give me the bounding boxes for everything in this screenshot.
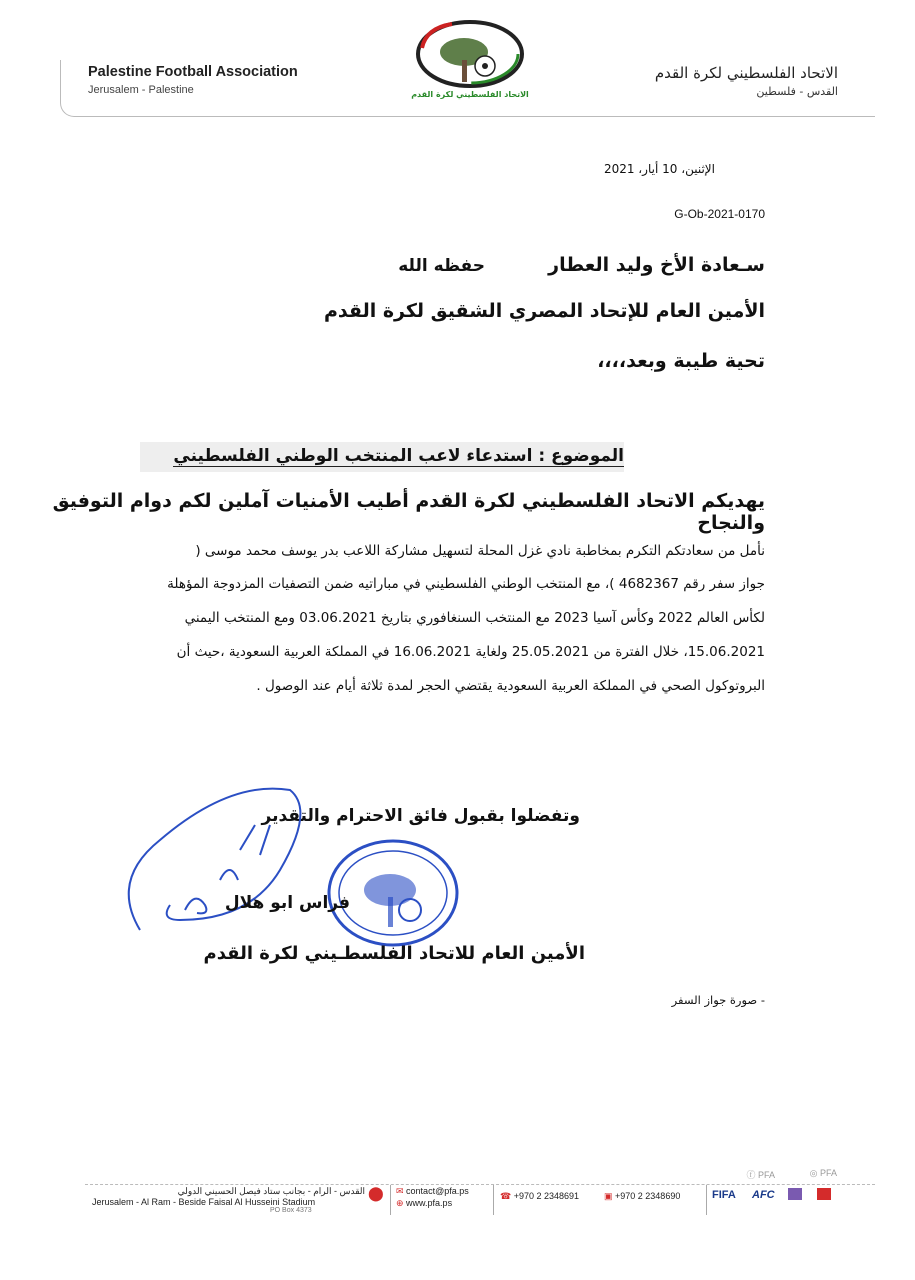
po-box: PO Box 4373 [270, 1207, 312, 1213]
phone-number: ☎ +970 2 2348691 [500, 1191, 580, 1201]
address-english: Jerusalem - Al Ram - Beside Faisal Al Husseini Stadium [92, 1197, 316, 1207]
afc-logo: AFC [752, 1189, 775, 1201]
recipient-blessing: حفظه الله [398, 256, 485, 276]
recipient-name: سـعادة الأخ وليد العطار [548, 254, 765, 276]
body-line: 15.06.2021، خلال الفترة من 25.05.2021 ولغاية 16.06.2021 في المملكة العربية السعودية ،حيث أن [176, 644, 765, 660]
logo-caption: الاتحاد الفلسطيني لكرة القدم [411, 90, 529, 99]
globe-icon: ⊕ [396, 1198, 407, 1208]
org-name-english: Palestine Football Association [88, 64, 298, 80]
signer-title: الأمين العام للاتحاد الفلسطـيني لكرة القدم [203, 943, 585, 964]
footer-separator [493, 1185, 494, 1215]
signature [100, 770, 320, 970]
phone-icon: ☎ [500, 1191, 514, 1201]
org-location-english: Jerusalem - Palestine [88, 84, 194, 96]
partner-logo [817, 1188, 831, 1200]
location-pin-icon: ⬤ [368, 1186, 384, 1202]
fax-number: ▣ +970 2 2348690 [604, 1191, 681, 1201]
facebook-icon: ⓕ [746, 1170, 758, 1180]
fax-icon: ▣ [604, 1191, 616, 1201]
email-link[interactable]: ✉ contact@pfa.ps [396, 1186, 469, 1196]
footer-separator [390, 1185, 391, 1215]
body-line: لكأس العالم 2022 وكأس آسيا 2023 مع المنتخب السنغافوري بتاريخ 03.06.2021 ومع المنتخب اليمني [184, 610, 765, 626]
social-facebook[interactable]: ⓕ PFA [746, 1170, 775, 1180]
greeting: تحية طيبة وبعد،،،، [597, 350, 765, 372]
lead-sentence: يهديكم الاتحاد الفلسطيني لكرة القدم أطيب الأمنيات آملين لكم دوام التوفيق والنجاح [52, 490, 765, 534]
body-line: البروتوكول الصحي في المملكة العربية السعودية يقتضي الحجر لمدة ثلاثة أيام عند الوصول . [256, 678, 765, 694]
org-location-arabic: القدس - فلسطين [756, 85, 838, 98]
subject-line: الموضوع : استدعاء لاعب المنتخب الوطني الفلسطيني [173, 446, 624, 466]
email-icon: ✉ [396, 1186, 407, 1196]
body-line: جواز سفر رقم 4682367 )، مع المنتخب الوطني الفلسطيني في مباراتيه ضمن التصفيات المزدوجة المؤهلة [167, 576, 765, 592]
footer-separator [706, 1185, 707, 1215]
body-line: نأمل من سعادتكم التكرم بمخاطبة نادي غزل المحلة لتسهيل مشاركة اللاعب بدر يوسف محمد موسى ( [195, 543, 765, 559]
waff-logo [788, 1188, 802, 1200]
website-link[interactable]: ⊕ www.pfa.ps [396, 1198, 453, 1208]
footer-divider [85, 1184, 875, 1185]
letter-date: الإثنين، 10 أيار، 2021 [603, 162, 715, 176]
social-instagram[interactable]: ◎ PFA [809, 1168, 837, 1178]
fifa-logo: FIFA [712, 1189, 736, 1201]
subject-box [140, 442, 624, 472]
reference-number: G-Ob-2021-0170 [674, 207, 765, 221]
recipient-title: الأمين العام للإتحاد المصري الشقيق لكرة القدم [324, 300, 765, 322]
signer-name: فراس ابو هلال [224, 893, 350, 913]
address-arabic: القدس - الرام - بجانب ستاد فيصل الحسيني الدولي [177, 1186, 365, 1196]
closing: وتفضلوا بقبول فائق الاحترام والتقدير [261, 806, 580, 826]
org-name-arabic: الاتحاد الفلسطيني لكرة القدم [654, 64, 838, 82]
instagram-icon: ◎ [809, 1168, 820, 1178]
attachment-note: - صورة جواز السفر [671, 993, 765, 1007]
